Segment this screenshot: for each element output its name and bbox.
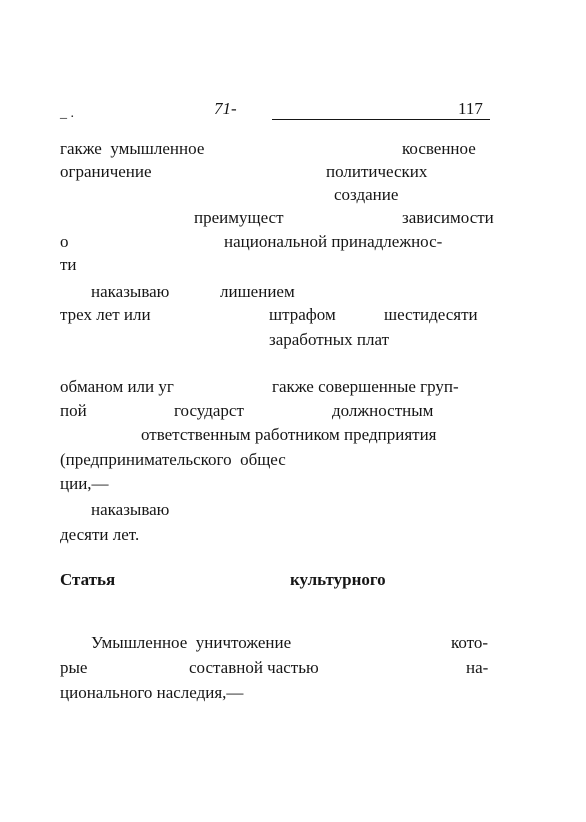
text-line: зависимости xyxy=(402,208,494,227)
text-line: ти xyxy=(60,255,77,274)
header-rule xyxy=(272,119,490,120)
header-left-mark: _ . xyxy=(60,106,74,121)
article-heading-left: Статья xyxy=(60,570,116,589)
text-line: о xyxy=(60,232,69,251)
text-line: обманом или уг xyxy=(60,377,174,396)
text-line: гакже совершенные груп- xyxy=(272,377,459,396)
text-line: пой xyxy=(60,401,87,420)
header-page-number: 117 xyxy=(458,99,483,118)
text-line: создание xyxy=(334,185,399,204)
text-line: шестидесяти xyxy=(384,305,478,324)
text-line: на- xyxy=(466,658,489,677)
text-line: национальной принадлежнос- xyxy=(224,232,443,251)
text-line: кото- xyxy=(451,633,489,652)
text-line: ции,— xyxy=(60,474,109,493)
text-line: Умышленное уничтожение xyxy=(91,633,292,652)
text-line: штрафом xyxy=(269,305,336,324)
text-line: заработных плат xyxy=(269,330,390,349)
text-line: составной частью xyxy=(189,658,319,677)
text-line: должностным xyxy=(332,401,434,420)
text-line: ограничение xyxy=(60,162,152,181)
text-line: наказываю xyxy=(91,282,170,301)
article-heading-right: культурного xyxy=(290,570,386,589)
text-line: политических xyxy=(326,162,428,181)
header-page-mark: 71- xyxy=(214,99,237,118)
text-line: трех лет или xyxy=(60,305,151,324)
text-line: ционального наследия,— xyxy=(60,683,244,702)
text-line: государст xyxy=(174,401,244,420)
text-line: гакже умышленное xyxy=(60,139,205,158)
text-line: наказываю xyxy=(91,500,170,519)
text-line: десяти лет. xyxy=(60,525,140,544)
text-line: ответственным работником предприятия xyxy=(141,425,437,444)
text-line: косвенное xyxy=(402,139,476,158)
text-line: преимущест xyxy=(194,208,284,227)
text-line: (предпринимательского общес xyxy=(60,450,286,469)
text-line: рые xyxy=(60,658,88,677)
text-line: лишением xyxy=(220,282,295,301)
